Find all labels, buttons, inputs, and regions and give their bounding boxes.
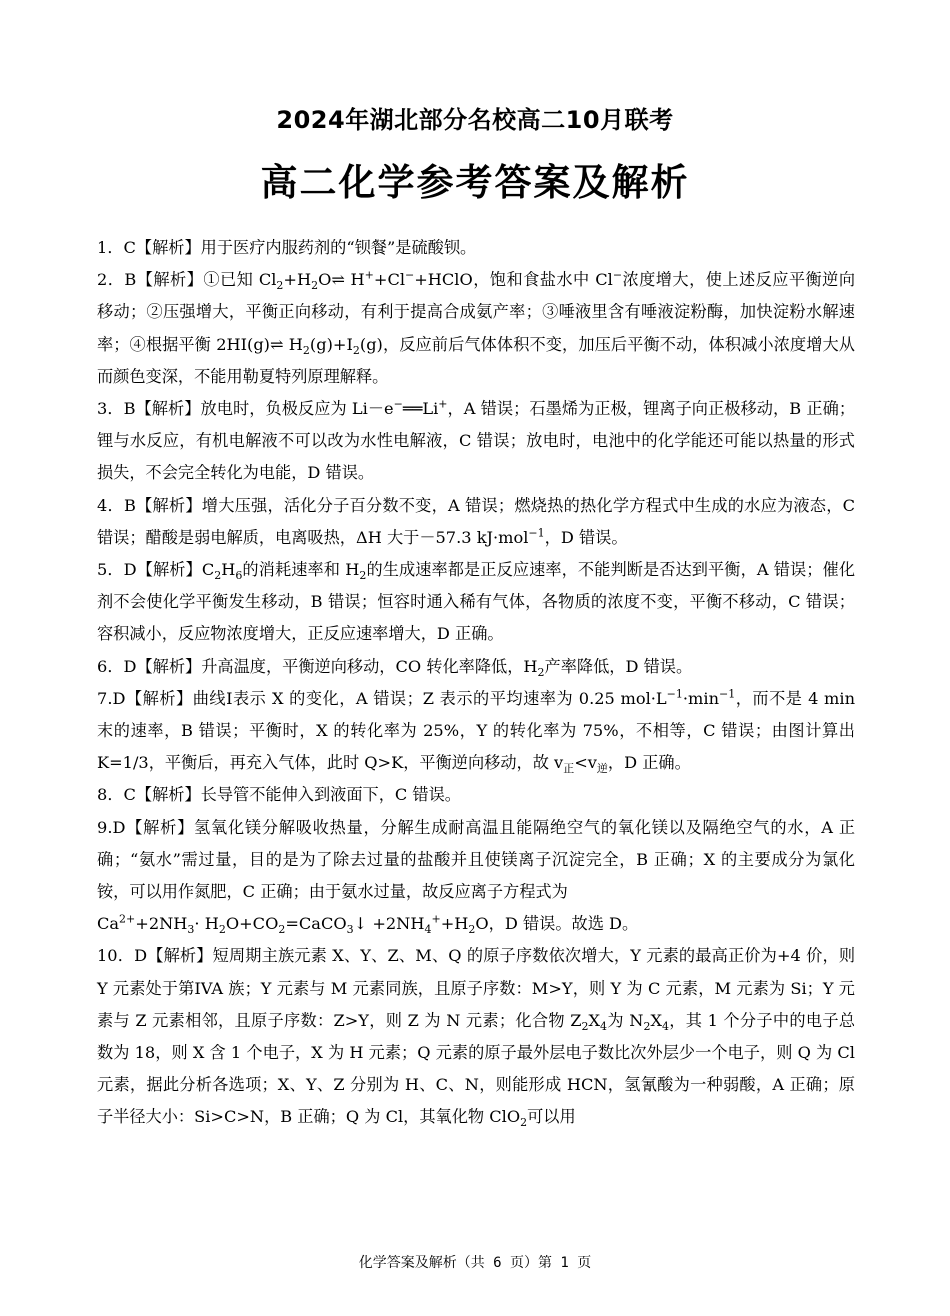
item-answer: B [123,399,136,419]
analysis-label: 【解析】 [135,785,201,805]
page-footer: 化学答案及解析（共 6 页）第 1 页 [358,1255,592,1271]
page-title: 高二化学参考答案及解析 [260,161,690,204]
answer-item-5: 5．D【解析】$C_2H_6$的消耗速率和 $H_2$的生成速率都是正反应速率，不能判断是否达到平衡，A 错误；催化剂不会使化学平衡发生移动，B 错误；恒容时通入稀有气体，各物质的浓度不变，平衡不移动，C 错误；容积减小，反应物浓度增大，正反应速率增大，D 正确。 [97,560,856,644]
answer-item-6: 6．D【解析】升高温度，平衡逆向移动，CO 转化率降低，$H_2$产率降低，D 错误。 [97,656,693,679]
analysis-label: 【解析】 [135,238,201,257]
item-number: 3 [97,399,108,419]
analysis-label: 【解析】 [135,399,201,419]
item-number: 4 [97,495,108,515]
ionic-equation: $Ca^{2+}+2NH_3\cdot$ $H_2O+CO_2=CaCO_3↓ +2NH_4^++H_2O$，D 错误。故选 D。 [97,912,639,937]
item-answer: B [124,270,137,290]
item-number: 1 [97,238,108,257]
answer-body [97,232,855,1134]
item-number: 2 [97,270,108,290]
item-answer: D [123,560,137,580]
item-answer: D [112,688,126,708]
item-number: 7 [97,688,108,708]
analysis-label: 【解析】 [136,656,202,676]
item-number: 8 [97,785,108,805]
item-answer: D [112,817,126,837]
item-number: 10 [97,946,118,966]
item-number: 6 [97,656,108,676]
exam-title: 2024年湖北部分名校高二10月联考 [276,106,674,134]
item-number: 9 [97,817,108,837]
item-answer: D [123,656,137,676]
answer-item-10: 10．D【解析】短周期主族元素 X、Y、Z、M、Q 的原子序数依次增大，Y 元素的最高正价为+4 价，则 Y 元素处于第IVA 族；Y 元素与 M 元素同族，且原子序数：M>Y，则 Y 为 C 元素，M 元素为 Si；Y 元素与 Z 元素相邻，且原子序数：Z>Y，则 Z 为 N 元素；化合物 $Z_2X_4$为 $N_2X_4$，其 1 个分子中的电子总数为 18，则 X 含 1 个电子，X 为 H 元素；Q 元素的原子最外层电子数比次外层少一个电子，则 Q 为 Cl 元素，据此分析各选项；X、Y、Z 分别为 H、C、N，则能形成 HCN，氢氰酸为一种弱酸，A 正确；原子半径大小：Si>C>N，B 正确；Q 为 Cl，其氧化物 ClO$_2$可以用 [97,946,856,1130]
answer-item-2: 2．B【解析】①已知 $Cl_2+H_2O\rightleftharpoons$ H++Cl−+HClO，饱和食盐水中 Cl−浓度增大，使上述反应平衡逆向移动；②压强增大，平衡正向移动，有利于提高合成氨产率；③唾液里含有唾液淀粉酶，加快淀粉水解速率；④根据平衡 2HI(g)⇌ $H_2(g)+I_2(g)$，反应前后气体体积不变，加压后平衡不动，体积减小浓度增大从而颜色变深，不能用勒夏特列原理解释。 [97,268,856,386]
analysis-text: 用于医疗内服药剂的“钡餐”是硫酸钡。 [200,238,477,257]
item-answer: B [123,495,136,515]
item-number: 5 [97,560,108,580]
analysis-label: 【解析】 [135,495,202,515]
analysis-label: 【解析】 [125,817,195,837]
answer-item-9: 9.D【解析】氢氧化镁分解吸收热量，分解生成耐高温且能隔绝空气的氧化镁以及隔绝空气的水，A 正确；“氨水”需过量，目的是为了除去过量的盐酸并且使镁离子沉淀完全，B 正确；X 的主要成分为氯化铵，可以用作氮肥，C 正确；由于氨水过量，故反应离子方程式为 $Ca^{2+}+2NH_3\cdot$ $H_2O+CO_2=CaCO_3↓ +2NH_4^++H_2O$，D 错误。故选 D。 [97,817,855,937]
answer-item-4: 4．B【解析】增大压强，活化分子百分数不变，A 错误；燃烧热的热化学方程式中生成的水应为液态，C 错误；醋酸是弱电解质，电离吸热，ΔH 大于－57.3 kJ·mol$^{-1}$，D 错误。 [97,495,856,547]
analysis-label: 【解析】 [136,270,204,290]
item-answer: D [134,946,148,966]
answer-item-7: 7.D【解析】曲线I表示 X 的变化，A 错误；Z 表示的平均速率为 0.25 $mol\cdot L^{-1}\cdot\min^{-1}$，而不是 4 min 末的速率，B 错误；平衡时，X 的转化率为 25%，Y 的转化率为 75%，不相等，C 错误；由图计算出 K=1/3，平衡后，再充入气体，此时 Q>K，平衡逆向移动，故 $v_正<v_逆$，D 正确。 [97,687,855,776]
answer-item-8: 8．C【解析】长导管不能伸入到液面下，C 错误。 [97,785,461,805]
item-answer: C [123,785,136,805]
answer-item-1: 1．C【解析】用于医疗内服药剂的“钡餐”是硫酸钡。 [97,238,477,257]
analysis-label: 【解析】 [147,946,213,966]
answer-item-3: 3．B【解析】放电时，负极反应为 Li－e−══Li+，A 错误；石墨烯为正极，锂离子向正极移动，B 正确；锂与水反应，有机电解液不可以改为水性电解液，C 错误；放电时，电池中的化学能还可能以热量的形式损失，不会完全转化为电能，D 错误。 [97,397,856,483]
analysis-label: 【解析】 [125,688,193,708]
analysis-label: 【解析】 [136,560,202,580]
item-answer: C [123,238,136,257]
